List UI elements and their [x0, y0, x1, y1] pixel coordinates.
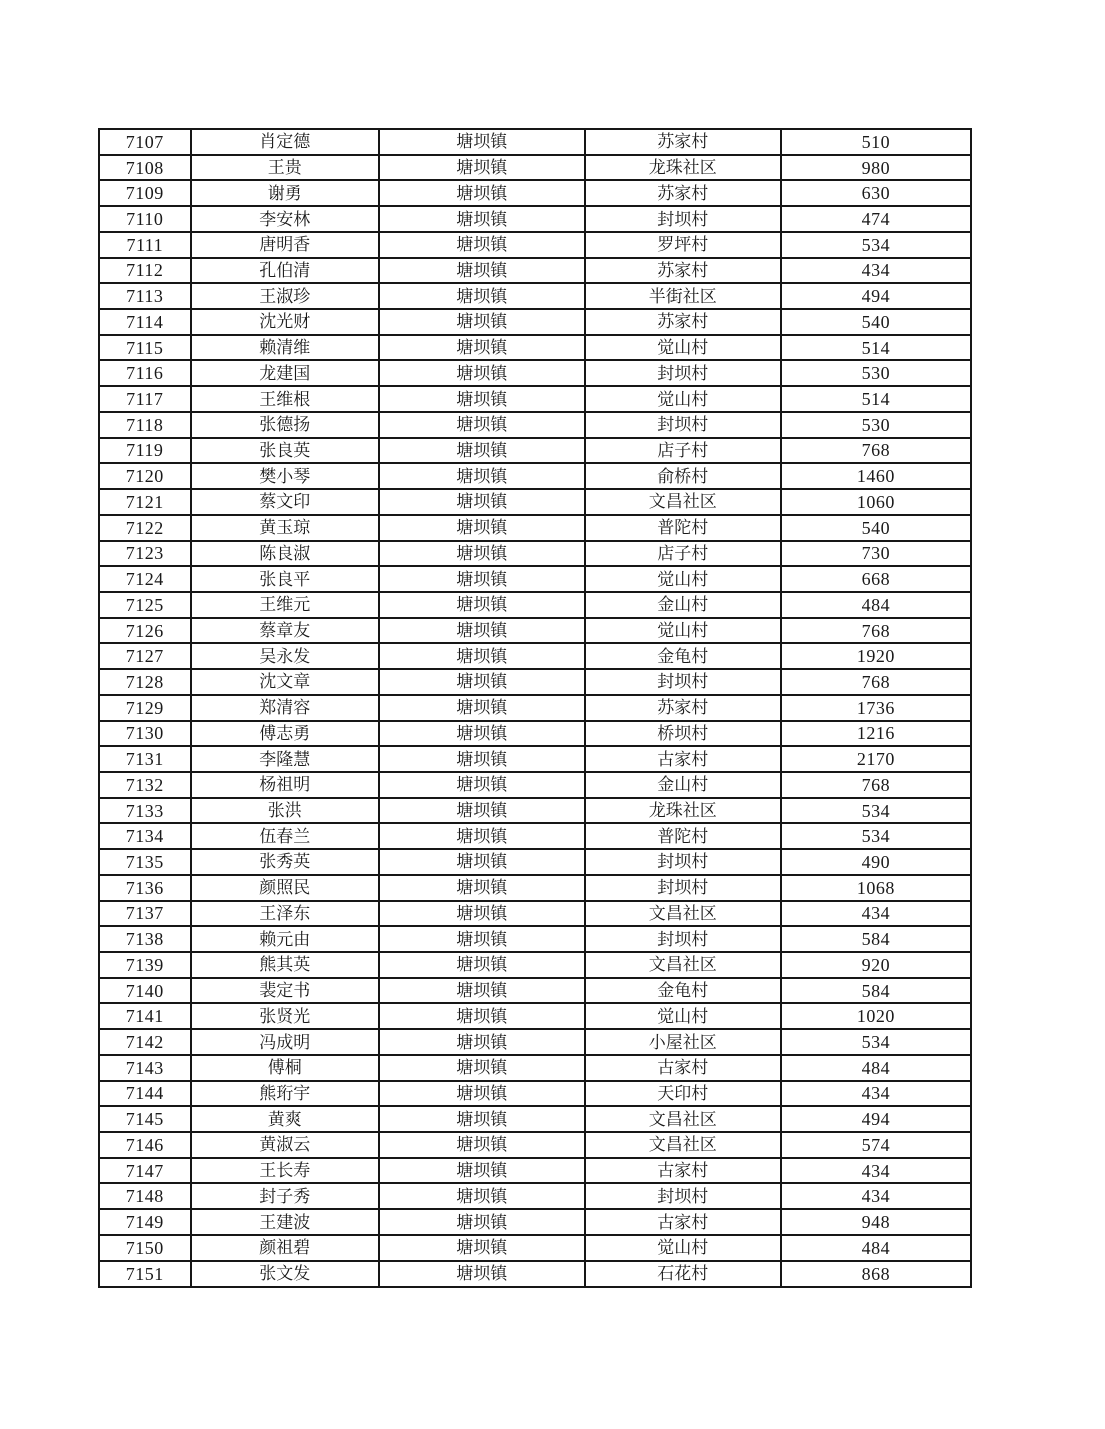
cell-amount: 2170 — [781, 746, 971, 772]
cell-town: 塘坝镇 — [379, 849, 585, 875]
cell-village: 封坝村 — [585, 849, 781, 875]
table-row — [99, 283, 971, 309]
cell-amount: 730 — [781, 541, 971, 567]
cell-amount: 474 — [781, 206, 971, 232]
cell-village: 金山村 — [585, 592, 781, 618]
cell-serial_number: 7115 — [99, 335, 191, 361]
cell-village: 古家村 — [585, 1209, 781, 1235]
cell-town: 塘坝镇 — [379, 232, 585, 258]
cell-town: 塘坝镇 — [379, 1029, 585, 1055]
table-row — [99, 926, 971, 952]
cell-amount: 484 — [781, 1235, 971, 1261]
cell-town: 塘坝镇 — [379, 129, 585, 155]
table-row — [99, 180, 971, 206]
cell-serial_number: 7111 — [99, 232, 191, 258]
cell-name: 王维元 — [191, 592, 379, 618]
cell-village: 苏家村 — [585, 180, 781, 206]
cell-village: 石花村 — [585, 1261, 781, 1287]
cell-village: 文昌社区 — [585, 952, 781, 978]
cell-town: 塘坝镇 — [379, 1106, 585, 1132]
table-row — [99, 952, 971, 978]
cell-serial_number: 7116 — [99, 360, 191, 386]
cell-serial_number: 7124 — [99, 566, 191, 592]
cell-name: 赖元由 — [191, 926, 379, 952]
cell-village: 封坝村 — [585, 206, 781, 232]
cell-amount: 668 — [781, 566, 971, 592]
cell-amount: 434 — [781, 1081, 971, 1107]
cell-amount: 534 — [781, 232, 971, 258]
cell-serial_number: 7130 — [99, 721, 191, 747]
cell-town: 塘坝镇 — [379, 386, 585, 412]
cell-town: 塘坝镇 — [379, 438, 585, 464]
cell-amount: 920 — [781, 952, 971, 978]
cell-serial_number: 7146 — [99, 1132, 191, 1158]
cell-name: 孔伯清 — [191, 258, 379, 284]
cell-amount: 584 — [781, 978, 971, 1004]
cell-amount: 1216 — [781, 721, 971, 747]
table-row — [99, 386, 971, 412]
cell-village: 封坝村 — [585, 926, 781, 952]
cell-amount: 540 — [781, 515, 971, 541]
cell-name: 李安林 — [191, 206, 379, 232]
table-row — [99, 335, 971, 361]
cell-amount: 768 — [781, 772, 971, 798]
cell-serial_number: 7114 — [99, 309, 191, 335]
cell-amount: 510 — [781, 129, 971, 155]
cell-amount: 530 — [781, 360, 971, 386]
cell-village: 小屋社区 — [585, 1029, 781, 1055]
table-row — [99, 1132, 971, 1158]
table-row — [99, 875, 971, 901]
table-row — [99, 232, 971, 258]
cell-town: 塘坝镇 — [379, 1183, 585, 1209]
cell-amount: 1920 — [781, 643, 971, 669]
table-row — [99, 360, 971, 386]
cell-village: 封坝村 — [585, 1183, 781, 1209]
cell-name: 傅桐 — [191, 1055, 379, 1081]
cell-amount: 434 — [781, 1158, 971, 1184]
table-row — [99, 643, 971, 669]
cell-town: 塘坝镇 — [379, 695, 585, 721]
table-row — [99, 1183, 971, 1209]
cell-amount: 434 — [781, 258, 971, 284]
cell-name: 张良英 — [191, 438, 379, 464]
cell-village: 普陀村 — [585, 823, 781, 849]
cell-village: 苏家村 — [585, 258, 781, 284]
cell-name: 张文发 — [191, 1261, 379, 1287]
cell-town: 塘坝镇 — [379, 258, 585, 284]
cell-amount: 630 — [781, 180, 971, 206]
cell-amount: 494 — [781, 283, 971, 309]
cell-town: 塘坝镇 — [379, 952, 585, 978]
cell-amount: 490 — [781, 849, 971, 875]
table-row — [99, 978, 971, 1004]
cell-town: 塘坝镇 — [379, 1261, 585, 1287]
cell-town: 塘坝镇 — [379, 798, 585, 824]
cell-name: 张洪 — [191, 798, 379, 824]
table-row — [99, 129, 971, 155]
cell-serial_number: 7139 — [99, 952, 191, 978]
cell-name: 王维根 — [191, 386, 379, 412]
cell-town: 塘坝镇 — [379, 746, 585, 772]
cell-name: 张贤光 — [191, 1003, 379, 1029]
cell-serial_number: 7118 — [99, 412, 191, 438]
cell-town: 塘坝镇 — [379, 875, 585, 901]
cell-serial_number: 7110 — [99, 206, 191, 232]
cell-serial_number: 7125 — [99, 592, 191, 618]
cell-village: 觉山村 — [585, 1003, 781, 1029]
cell-serial_number: 7117 — [99, 386, 191, 412]
cell-village: 金龟村 — [585, 978, 781, 1004]
table-row — [99, 309, 971, 335]
cell-village: 苏家村 — [585, 129, 781, 155]
cell-name: 沈光财 — [191, 309, 379, 335]
cell-village: 觉山村 — [585, 618, 781, 644]
cell-town: 塘坝镇 — [379, 901, 585, 927]
table-row — [99, 155, 971, 181]
cell-amount: 494 — [781, 1106, 971, 1132]
cell-amount: 768 — [781, 438, 971, 464]
cell-village: 桥坝村 — [585, 721, 781, 747]
cell-amount: 514 — [781, 386, 971, 412]
cell-serial_number: 7149 — [99, 1209, 191, 1235]
cell-town: 塘坝镇 — [379, 335, 585, 361]
cell-name: 蔡章友 — [191, 618, 379, 644]
cell-village: 封坝村 — [585, 875, 781, 901]
cell-town: 塘坝镇 — [379, 489, 585, 515]
cell-town: 塘坝镇 — [379, 283, 585, 309]
cell-name: 颜祖碧 — [191, 1235, 379, 1261]
cell-village: 俞桥村 — [585, 463, 781, 489]
cell-village: 古家村 — [585, 746, 781, 772]
cell-serial_number: 7131 — [99, 746, 191, 772]
cell-name: 颜照民 — [191, 875, 379, 901]
cell-town: 塘坝镇 — [379, 309, 585, 335]
cell-serial_number: 7135 — [99, 849, 191, 875]
table-row — [99, 746, 971, 772]
cell-name: 谢勇 — [191, 180, 379, 206]
cell-town: 塘坝镇 — [379, 566, 585, 592]
cell-name: 肖定德 — [191, 129, 379, 155]
cell-name: 郑清容 — [191, 695, 379, 721]
cell-name: 龙建国 — [191, 360, 379, 386]
cell-name: 杨祖明 — [191, 772, 379, 798]
cell-name: 黄玉琼 — [191, 515, 379, 541]
cell-serial_number: 7145 — [99, 1106, 191, 1132]
table-row — [99, 515, 971, 541]
cell-amount: 948 — [781, 1209, 971, 1235]
table-row — [99, 721, 971, 747]
cell-name: 张秀英 — [191, 849, 379, 875]
cell-serial_number: 7122 — [99, 515, 191, 541]
cell-town: 塘坝镇 — [379, 721, 585, 747]
cell-amount: 1020 — [781, 1003, 971, 1029]
cell-name: 唐明香 — [191, 232, 379, 258]
cell-serial_number: 7119 — [99, 438, 191, 464]
cell-name: 赖清维 — [191, 335, 379, 361]
cell-village: 苏家村 — [585, 309, 781, 335]
cell-serial_number: 7112 — [99, 258, 191, 284]
cell-serial_number: 7107 — [99, 129, 191, 155]
cell-name: 王泽东 — [191, 901, 379, 927]
cell-village: 龙珠社区 — [585, 155, 781, 181]
table-row — [99, 618, 971, 644]
cell-amount: 484 — [781, 592, 971, 618]
cell-village: 店子村 — [585, 438, 781, 464]
cell-name: 傅志勇 — [191, 721, 379, 747]
cell-town: 塘坝镇 — [379, 463, 585, 489]
cell-amount: 534 — [781, 798, 971, 824]
cell-name: 王贵 — [191, 155, 379, 181]
cell-amount: 768 — [781, 618, 971, 644]
cell-serial_number: 7148 — [99, 1183, 191, 1209]
cell-amount: 768 — [781, 669, 971, 695]
table-row — [99, 772, 971, 798]
cell-serial_number: 7134 — [99, 823, 191, 849]
cell-town: 塘坝镇 — [379, 1158, 585, 1184]
cell-village: 苏家村 — [585, 695, 781, 721]
table-row — [99, 592, 971, 618]
cell-name: 伍春兰 — [191, 823, 379, 849]
cell-town: 塘坝镇 — [379, 772, 585, 798]
cell-serial_number: 7138 — [99, 926, 191, 952]
records-table — [98, 128, 972, 1288]
cell-name: 吴永发 — [191, 643, 379, 669]
cell-serial_number: 7132 — [99, 772, 191, 798]
cell-town: 塘坝镇 — [379, 823, 585, 849]
cell-serial_number: 7150 — [99, 1235, 191, 1261]
cell-name: 张德扬 — [191, 412, 379, 438]
cell-town: 塘坝镇 — [379, 1003, 585, 1029]
cell-amount: 868 — [781, 1261, 971, 1287]
cell-serial_number: 7143 — [99, 1055, 191, 1081]
cell-serial_number: 7136 — [99, 875, 191, 901]
cell-serial_number: 7113 — [99, 283, 191, 309]
cell-name: 李隆慧 — [191, 746, 379, 772]
table-row — [99, 1261, 971, 1287]
cell-town: 塘坝镇 — [379, 1081, 585, 1107]
cell-amount: 980 — [781, 155, 971, 181]
cell-village: 天印村 — [585, 1081, 781, 1107]
table-row — [99, 1003, 971, 1029]
cell-serial_number: 7109 — [99, 180, 191, 206]
table-row — [99, 901, 971, 927]
cell-village: 觉山村 — [585, 1235, 781, 1261]
cell-serial_number: 7128 — [99, 669, 191, 695]
cell-village: 封坝村 — [585, 412, 781, 438]
cell-village: 文昌社区 — [585, 1106, 781, 1132]
cell-serial_number: 7120 — [99, 463, 191, 489]
cell-village: 封坝村 — [585, 360, 781, 386]
cell-village: 文昌社区 — [585, 1132, 781, 1158]
cell-name: 裴定书 — [191, 978, 379, 1004]
cell-village: 古家村 — [585, 1055, 781, 1081]
cell-name: 封子秀 — [191, 1183, 379, 1209]
cell-village: 文昌社区 — [585, 901, 781, 927]
cell-name: 黄淑云 — [191, 1132, 379, 1158]
cell-name: 黄爽 — [191, 1106, 379, 1132]
cell-town: 塘坝镇 — [379, 1132, 585, 1158]
cell-amount: 1060 — [781, 489, 971, 515]
cell-name: 王建波 — [191, 1209, 379, 1235]
cell-town: 塘坝镇 — [379, 360, 585, 386]
table-row — [99, 541, 971, 567]
cell-amount: 574 — [781, 1132, 971, 1158]
cell-village: 觉山村 — [585, 566, 781, 592]
cell-serial_number: 7137 — [99, 901, 191, 927]
table-row — [99, 463, 971, 489]
table-row — [99, 823, 971, 849]
cell-serial_number: 7127 — [99, 643, 191, 669]
cell-town: 塘坝镇 — [379, 1209, 585, 1235]
cell-name: 王淑珍 — [191, 283, 379, 309]
cell-village: 觉山村 — [585, 335, 781, 361]
cell-name: 沈文章 — [191, 669, 379, 695]
cell-village: 金龟村 — [585, 643, 781, 669]
cell-name: 陈良淑 — [191, 541, 379, 567]
table-row — [99, 1235, 971, 1261]
cell-amount: 534 — [781, 1029, 971, 1055]
cell-town: 塘坝镇 — [379, 155, 585, 181]
cell-amount: 584 — [781, 926, 971, 952]
cell-village: 龙珠社区 — [585, 798, 781, 824]
table-row — [99, 1106, 971, 1132]
table-row — [99, 1055, 971, 1081]
cell-amount: 530 — [781, 412, 971, 438]
cell-name: 王长寿 — [191, 1158, 379, 1184]
cell-town: 塘坝镇 — [379, 978, 585, 1004]
cell-village: 普陀村 — [585, 515, 781, 541]
cell-serial_number: 7144 — [99, 1081, 191, 1107]
cell-serial_number: 7108 — [99, 155, 191, 181]
cell-village: 店子村 — [585, 541, 781, 567]
cell-amount: 434 — [781, 901, 971, 927]
cell-amount: 1736 — [781, 695, 971, 721]
cell-town: 塘坝镇 — [379, 180, 585, 206]
cell-amount: 534 — [781, 823, 971, 849]
table-row — [99, 489, 971, 515]
table-row — [99, 798, 971, 824]
cell-village: 罗坪村 — [585, 232, 781, 258]
cell-serial_number: 7147 — [99, 1158, 191, 1184]
cell-name: 熊珩宇 — [191, 1081, 379, 1107]
cell-town: 塘坝镇 — [379, 1235, 585, 1261]
cell-serial_number: 7133 — [99, 798, 191, 824]
cell-amount: 514 — [781, 335, 971, 361]
cell-serial_number: 7140 — [99, 978, 191, 1004]
cell-village: 觉山村 — [585, 386, 781, 412]
cell-amount: 1460 — [781, 463, 971, 489]
table-row — [99, 258, 971, 284]
table-row — [99, 412, 971, 438]
cell-town: 塘坝镇 — [379, 643, 585, 669]
table-row — [99, 849, 971, 875]
cell-serial_number: 7141 — [99, 1003, 191, 1029]
cell-serial_number: 7126 — [99, 618, 191, 644]
table-row — [99, 1029, 971, 1055]
cell-town: 塘坝镇 — [379, 206, 585, 232]
cell-town: 塘坝镇 — [379, 515, 585, 541]
cell-amount: 1068 — [781, 875, 971, 901]
cell-name: 樊小琴 — [191, 463, 379, 489]
cell-town: 塘坝镇 — [379, 412, 585, 438]
table-row — [99, 1158, 971, 1184]
table-row — [99, 1081, 971, 1107]
cell-serial_number: 7123 — [99, 541, 191, 567]
cell-town: 塘坝镇 — [379, 618, 585, 644]
cell-amount: 540 — [781, 309, 971, 335]
table-row — [99, 695, 971, 721]
cell-serial_number: 7129 — [99, 695, 191, 721]
records-table-body — [99, 129, 971, 1287]
table-row — [99, 1209, 971, 1235]
cell-village: 文昌社区 — [585, 489, 781, 515]
cell-village: 金山村 — [585, 772, 781, 798]
cell-village: 半街社区 — [585, 283, 781, 309]
cell-name: 蔡文印 — [191, 489, 379, 515]
cell-village: 封坝村 — [585, 669, 781, 695]
table-row — [99, 438, 971, 464]
table-row — [99, 566, 971, 592]
cell-name: 熊其英 — [191, 952, 379, 978]
cell-name: 张良平 — [191, 566, 379, 592]
cell-serial_number: 7142 — [99, 1029, 191, 1055]
cell-amount: 434 — [781, 1183, 971, 1209]
table-row — [99, 669, 971, 695]
cell-village: 古家村 — [585, 1158, 781, 1184]
table-row — [99, 206, 971, 232]
cell-name: 冯成明 — [191, 1029, 379, 1055]
cell-serial_number: 7151 — [99, 1261, 191, 1287]
cell-town: 塘坝镇 — [379, 926, 585, 952]
cell-town: 塘坝镇 — [379, 669, 585, 695]
cell-serial_number: 7121 — [99, 489, 191, 515]
cell-town: 塘坝镇 — [379, 592, 585, 618]
cell-amount: 484 — [781, 1055, 971, 1081]
cell-town: 塘坝镇 — [379, 1055, 585, 1081]
cell-town: 塘坝镇 — [379, 541, 585, 567]
